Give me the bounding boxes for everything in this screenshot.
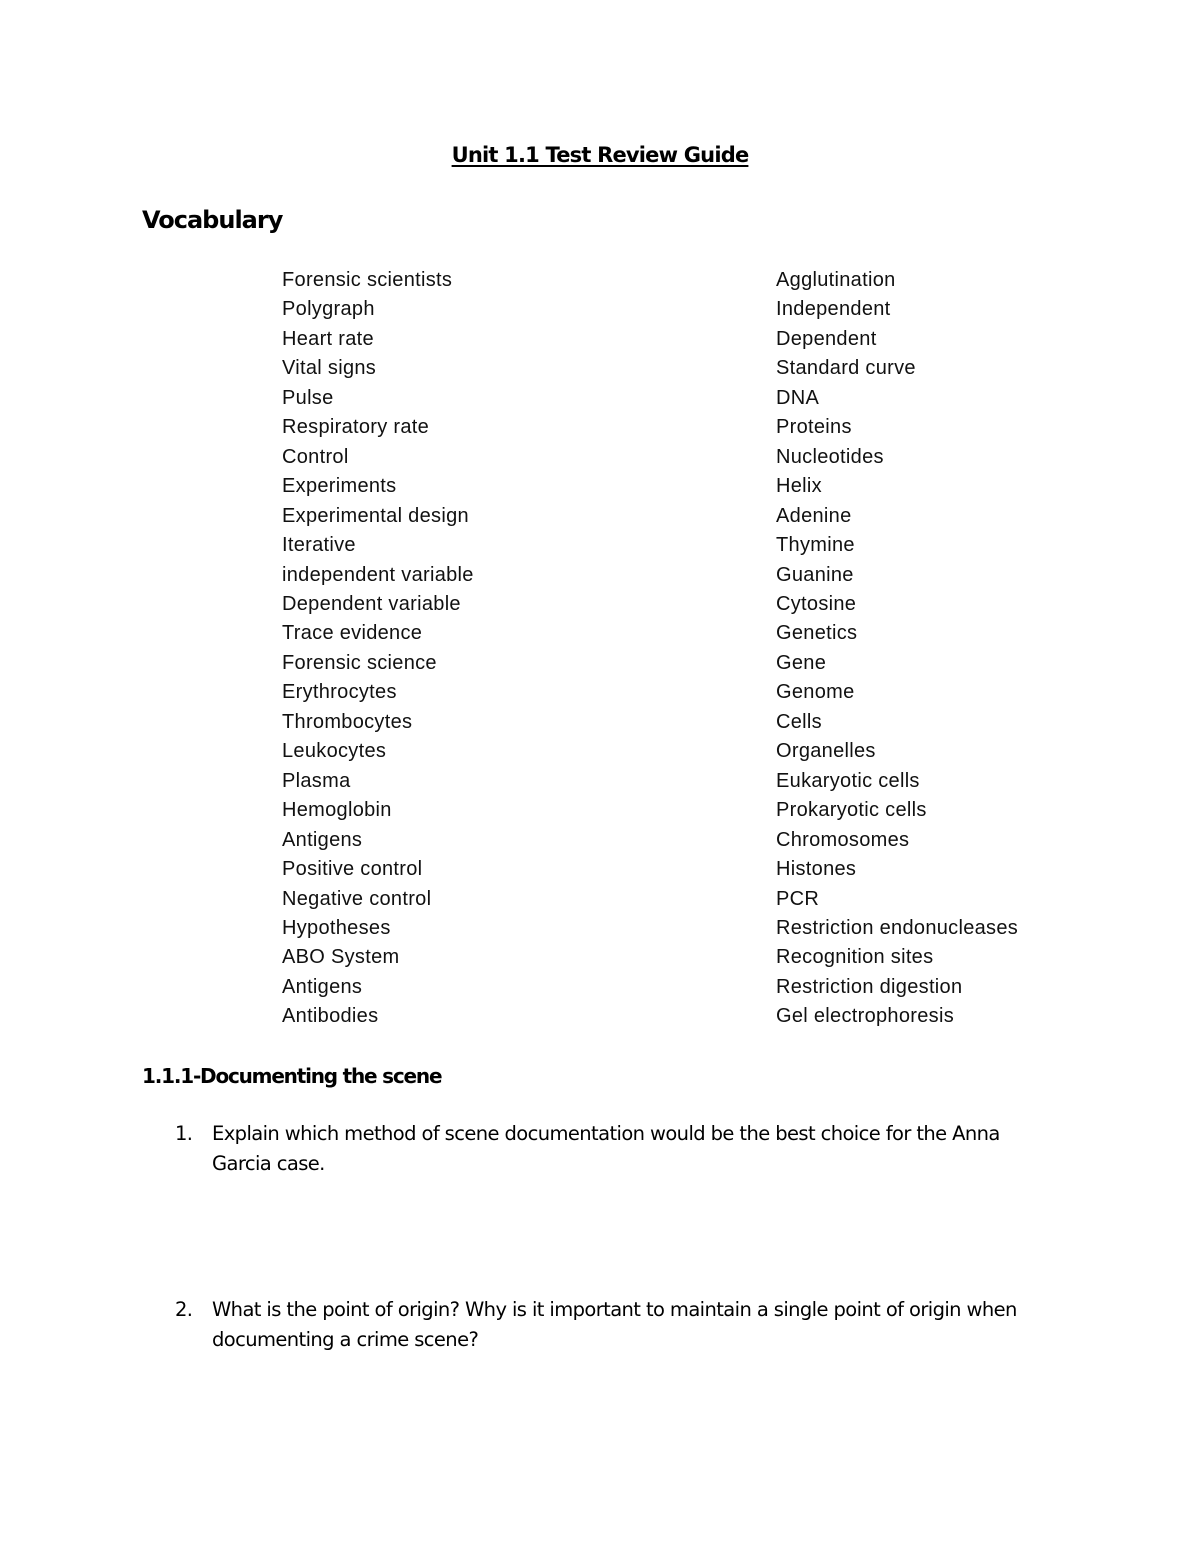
vocabulary-term: Plasma — [282, 769, 351, 792]
vocabulary-term: Antibodies — [282, 1005, 379, 1028]
vocabulary-term: Gene — [776, 651, 827, 674]
vocabulary-term: Pulse — [282, 386, 334, 409]
vocabulary-term: Eukaryotic cells — [776, 769, 920, 792]
vocabulary-term: Thrombocytes — [282, 710, 413, 733]
vocabulary-term: Erythrocytes — [282, 681, 397, 704]
vocabulary-term: Gel electrophoresis — [776, 1005, 955, 1028]
question-number: 2. — [175, 1298, 193, 1321]
vocabulary-term: Independent — [776, 298, 891, 321]
vocabulary-term: Positive control — [282, 858, 423, 881]
section-heading-documenting-the-scene: 1.1.1-Documenting the scene — [142, 1064, 442, 1088]
vocabulary-term: Prokaryotic cells — [776, 799, 927, 822]
page-title: Unit 1.1 Test Review Guide — [451, 143, 749, 167]
vocabulary-term: Histones — [776, 858, 857, 881]
vocabulary-term: Agglutination — [776, 269, 896, 291]
vocabulary-term: Dependent — [776, 327, 877, 350]
question-1 — [175, 1119, 1055, 1179]
vocabulary-term: Standard curve — [776, 357, 916, 380]
vocabulary-term: Experimental design — [282, 504, 469, 527]
vocabulary-term: Helix — [776, 475, 822, 498]
vocabulary-term: Polygraph — [282, 298, 375, 321]
vocabulary-term: Iterative — [282, 534, 356, 557]
vocabulary-term: Nucleotides — [776, 445, 884, 468]
vocabulary-term: Dependent variable — [282, 592, 461, 615]
vocabulary-term: ABO System — [282, 946, 400, 969]
vocabulary-term: Guanine — [776, 563, 854, 586]
vocabulary-term: Control — [282, 445, 349, 468]
vocabulary-term: Antigens — [282, 828, 363, 851]
vocabulary-term: Heart rate — [282, 327, 374, 350]
vocabulary-left-column — [282, 266, 474, 1032]
vocabulary-term: Leukocytes — [282, 740, 387, 763]
vocabulary-term: Trace evidence — [282, 622, 423, 645]
vocabulary-term: Adenine — [776, 504, 852, 527]
vocabulary-term: Cytosine — [776, 592, 857, 615]
vocabulary-term: Proteins — [776, 416, 852, 439]
vocabulary-term: Chromosomes — [776, 828, 910, 851]
vocabulary-term: Recognition sites — [776, 946, 934, 969]
vocabulary-term: Thymine — [776, 534, 855, 557]
question-text: What is the point of origin? Why is it important to maintain a single point of origin when documenting a crime scene? — [212, 1298, 1017, 1351]
vocabulary-term: Experiments — [282, 475, 397, 498]
vocabulary-term: Genome — [776, 681, 855, 704]
vocabulary-term: Antigens — [282, 975, 363, 998]
vocabulary-term: Organelles — [776, 740, 876, 763]
vocabulary-term: Cells — [776, 710, 822, 733]
vocabulary-term: Negative control — [282, 887, 432, 910]
vocabulary-term: Restriction digestion — [776, 975, 963, 998]
vocabulary-term: Forensic science — [282, 651, 437, 674]
vocabulary-term: Vital signs — [282, 357, 377, 380]
vocabulary-term: Forensic scientists — [282, 269, 453, 291]
question-2 — [175, 1295, 1055, 1355]
vocabulary-term: Respiratory rate — [282, 416, 430, 439]
vocabulary-term: Hypotheses — [282, 916, 391, 939]
vocabulary-right-column — [776, 266, 1018, 1032]
vocabulary-term: DNA — [776, 386, 820, 409]
vocabulary-term: Restriction endonucleases — [776, 916, 1019, 939]
question-number: 1. — [175, 1122, 193, 1145]
vocabulary-term: PCR — [776, 887, 820, 910]
vocabulary-term: Genetics — [776, 622, 858, 645]
question-text: Explain which method of scene documentation would be the best choice for the Anna Garcia case. — [212, 1122, 1000, 1175]
vocabulary-term: independent variable — [282, 563, 474, 586]
vocabulary-heading: Vocabulary — [142, 206, 283, 234]
vocabulary-term: Hemoglobin — [282, 799, 392, 822]
